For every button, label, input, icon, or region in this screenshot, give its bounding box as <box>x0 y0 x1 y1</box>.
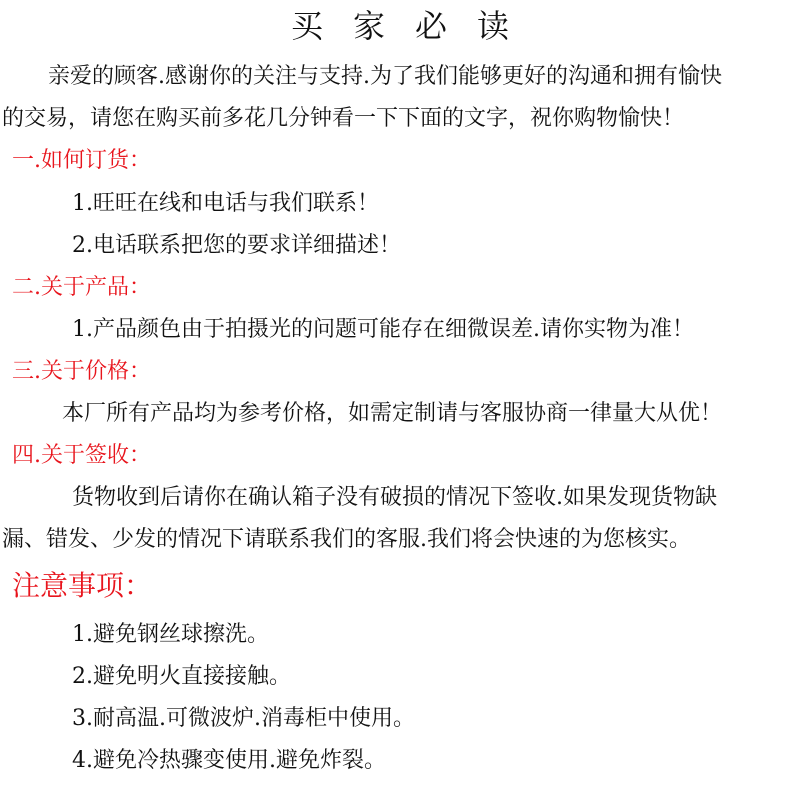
page-title: 买家必读 <box>290 7 539 45</box>
note-item-3: 3.耐高温.可微波炉.消毒柜中使用。 <box>72 706 415 731</box>
notes-heading: 注意事项： <box>12 569 153 602</box>
receipt-line-2: 漏、错发、少发的情况下请联系我们的客服.我们将会快速的为您核实。 <box>2 527 691 552</box>
receipt-line-1: 货物收到后请你在确认箱子没有破损的情况下签收.如果发现货物缺 <box>72 485 717 510</box>
order-item-1: 1.旺旺在线和电话与我们联系！ <box>72 191 379 216</box>
note-item-1: 1.避免钢丝球擦洗。 <box>72 622 269 647</box>
note-item-4: 4.避免冷热骤变使用.避免炸裂。 <box>72 748 386 773</box>
intro-line-1: 亲爱的顾客.感谢你的关注与支持.为了我们能够更好的沟通和拥有愉快 <box>48 64 722 89</box>
intro-line-2: 的交易，请您在购买前多花几分钟看一下下面的文字，祝你购物愉快！ <box>2 106 685 131</box>
section-heading-receipt: 四.关于签收： <box>12 443 151 468</box>
section-heading-order: 一.如何订货： <box>12 148 151 173</box>
section-heading-product: 二.关于产品： <box>12 275 151 300</box>
order-item-2: 2.电话联系把您的要求详细描述！ <box>72 233 401 258</box>
price-text: 本厂所有产品均为参考价格，如需定制请与客服协商一律量大从优！ <box>62 401 723 426</box>
product-item-1: 1.产品颜色由于拍摄光的问题可能存在细微误差.请你实物为准！ <box>72 317 694 342</box>
note-item-2: 2.避免明火直接接触。 <box>72 664 291 689</box>
section-heading-price: 三.关于价格： <box>12 359 151 384</box>
